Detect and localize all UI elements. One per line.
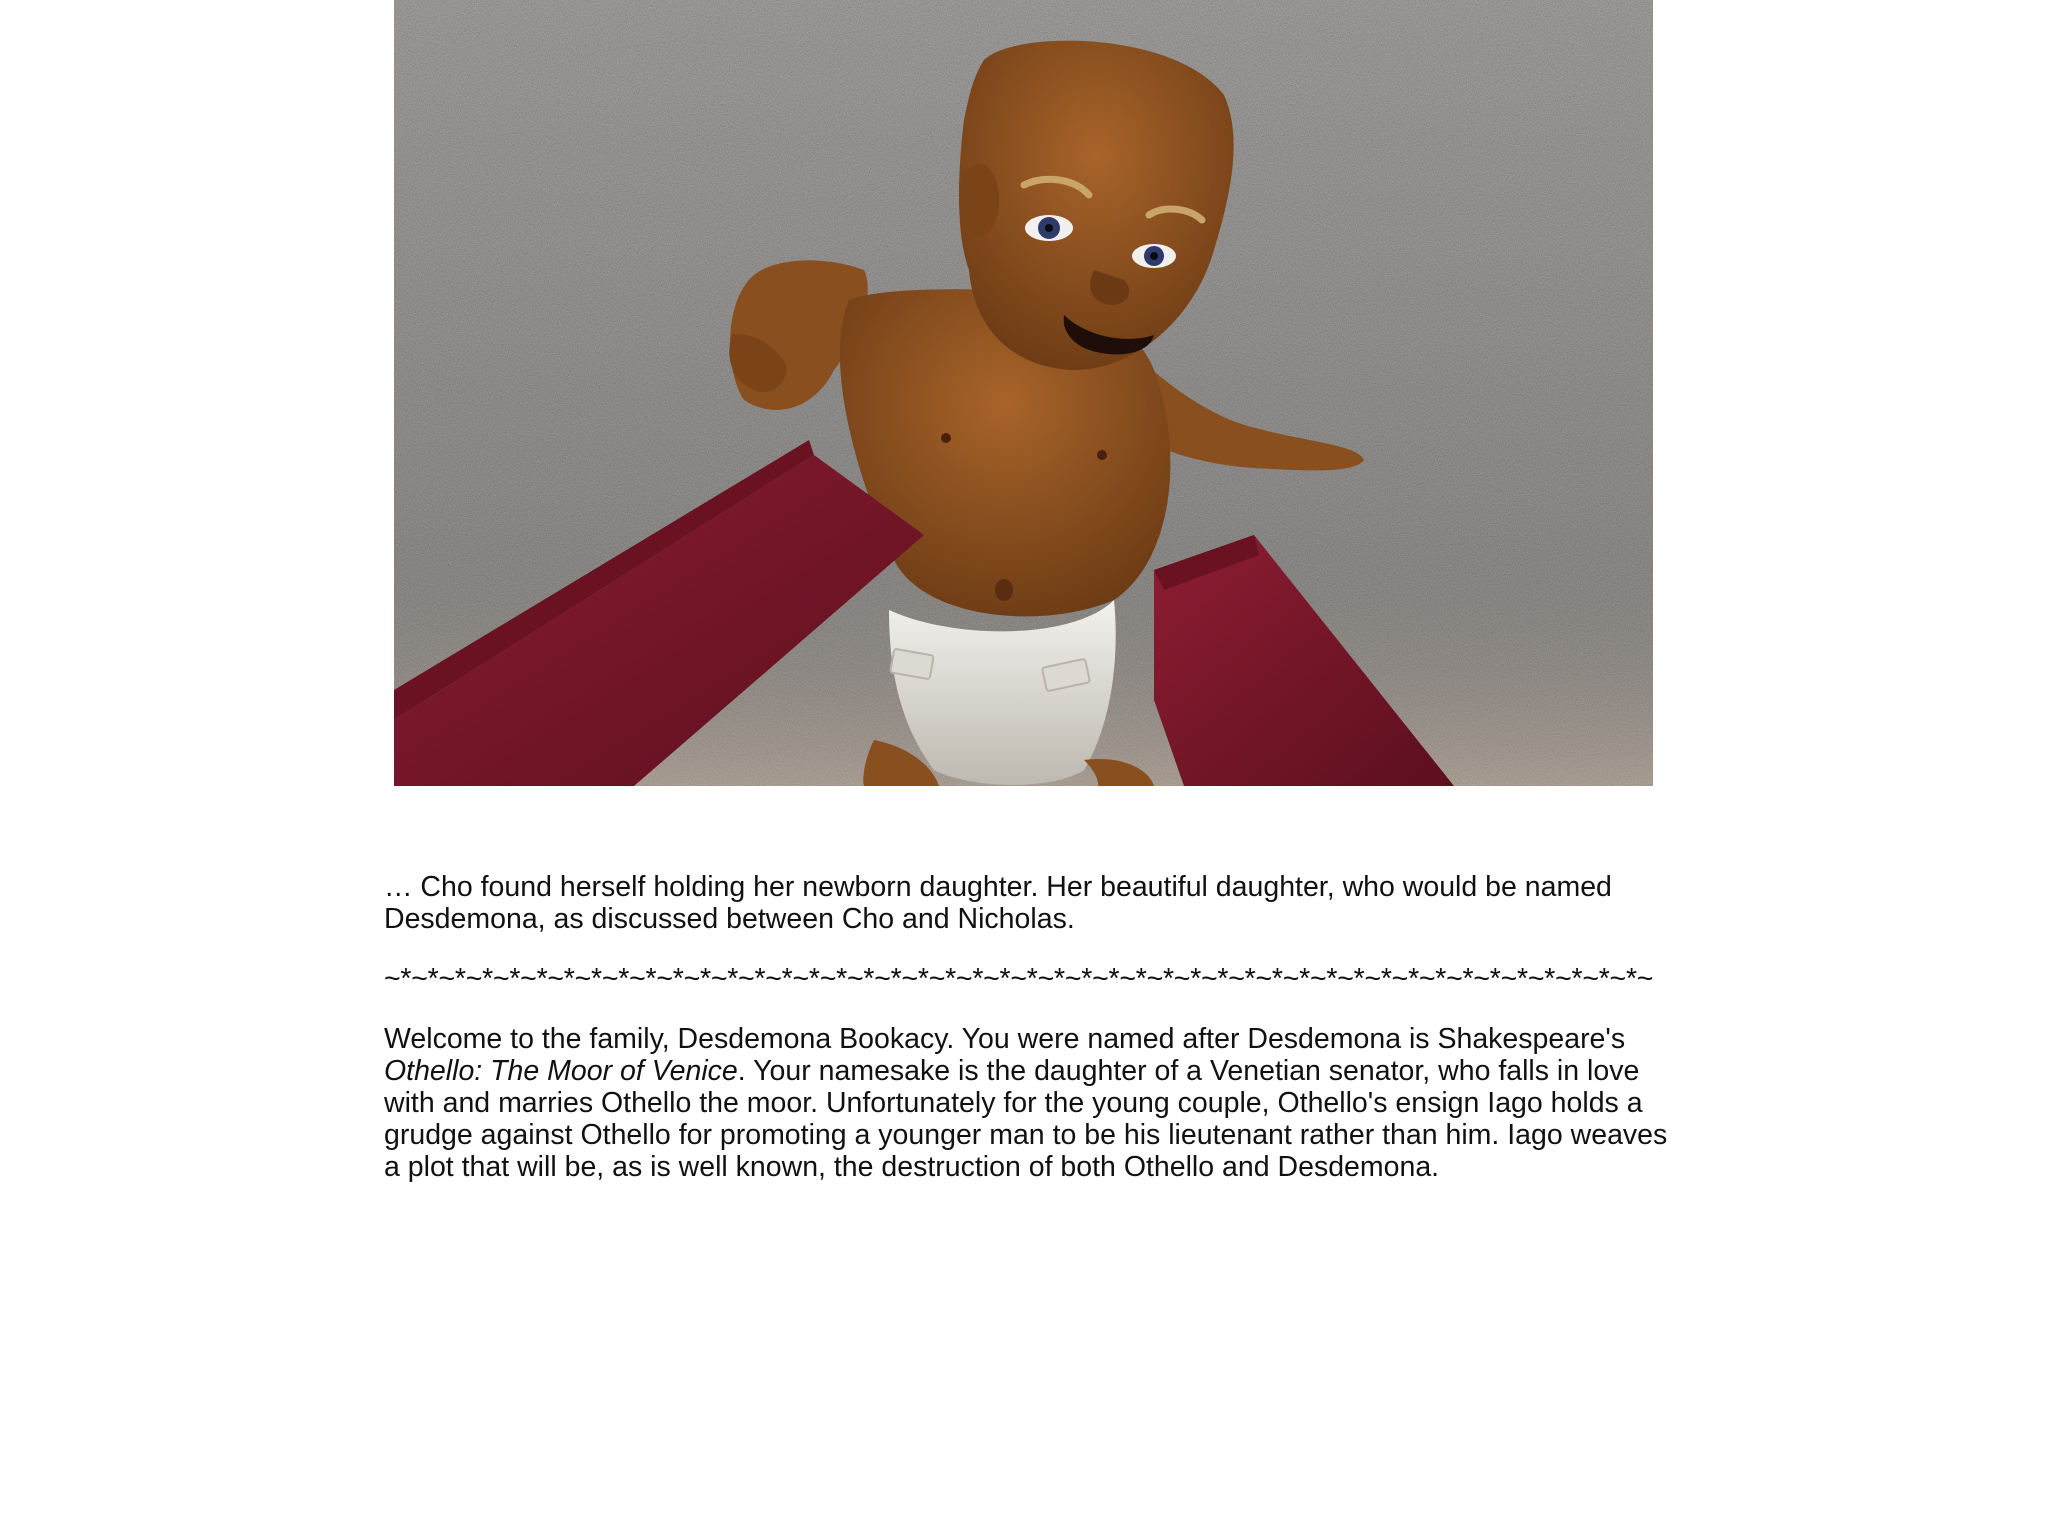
welcome-rest: . Your namesake is the daughter of a Venetian senator, who falls in love with and marries Othello the moor. Unfortunately for the young couple, Othello's ensign Iago holds a grudge against Othello for promoting a younger man to be his lieutenant rather than him. Iago weaves a plot that will be, as is well known, the destruction of both Othello and Desdemona. [384,1055,1668,1183]
play-title: Othello: The Moor of Venice [384,1055,738,1087]
baby-scene-illustration [394,0,1653,786]
welcome-intro: Welcome to the family, Desdemona Bookacy. You were named after Desdemona is Shakespeare's [384,1023,1626,1055]
story-screenshot [394,0,1653,786]
decorative-divider: ~*~*~*~*~*~*~*~*~*~*~*~*~*~*~*~*~*~*~*~*~*~*~*~*~*~*~*~*~*~*~*~*~*~*~*~*~*~*~*~*~*~*~*~*~*~*~ [384,963,1654,995]
story-text [384,871,1669,1183]
story-paragraph-welcome [384,1023,1669,1183]
story-paragraph-birth: … Cho found herself holding her newborn daughter. Her beautiful daughter, who would be named Desdemona, as discussed between Cho and Nicholas. [384,871,1612,935]
